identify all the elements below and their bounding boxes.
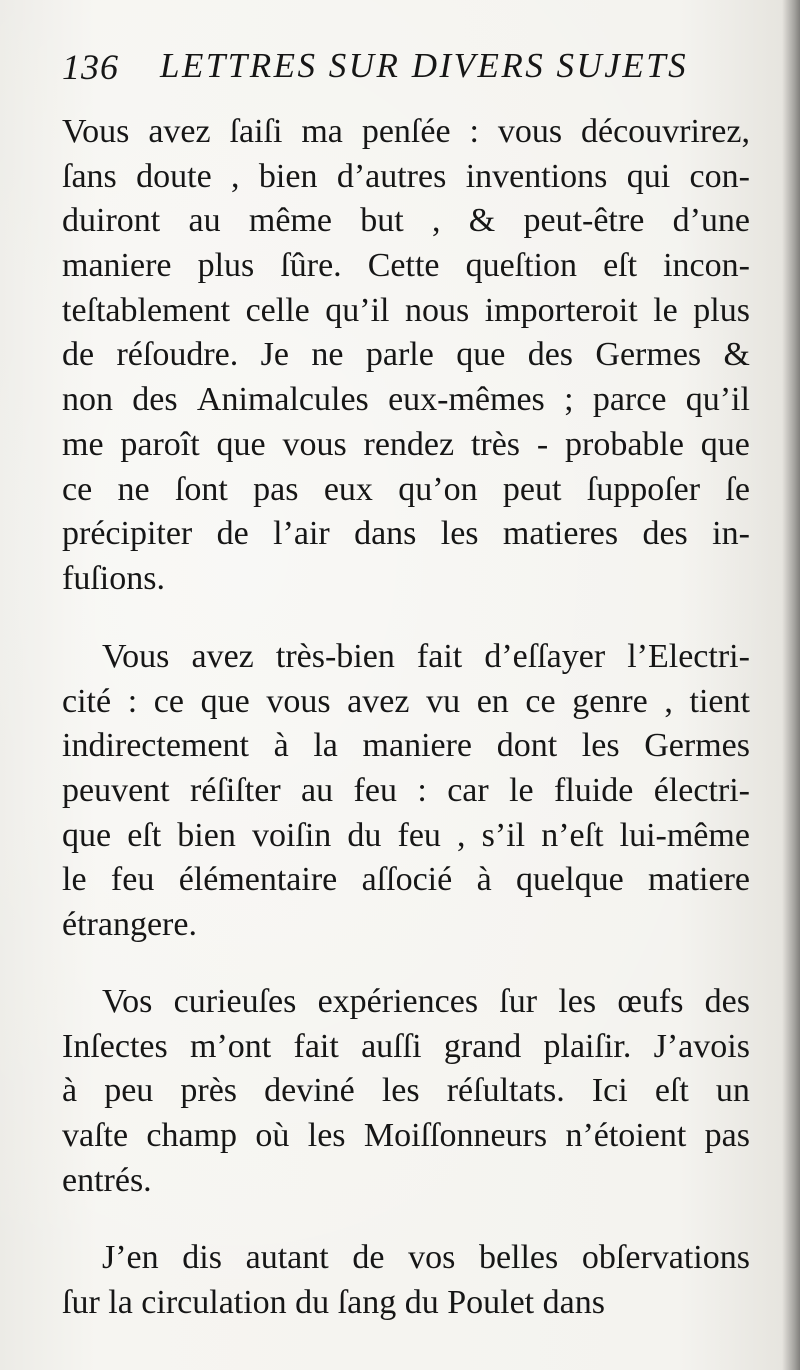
text-line: étrangere. [62, 906, 197, 944]
text-line: Inſectes m’ont fait auſſi grand plaiſir. J’avois [62, 1027, 750, 1065]
text-line: J’en dis autant de vos belles obſervations [102, 1239, 750, 1276]
page-number: 136 [62, 47, 119, 87]
text-line: entrés. [62, 1161, 152, 1199]
text-line: que eſt bien voiſin du feu , s’il n’eſt lui-même [62, 816, 750, 854]
text-line: peuvent réſiſter au feu : car le fluide électri- [62, 772, 750, 810]
text-line: indirectement à la maniere dont les Germes [62, 727, 750, 765]
text-line: le feu élémentaire aſſocié à quelque matiere [62, 861, 750, 899]
paragraph-2 [62, 635, 750, 948]
page-header [62, 46, 702, 94]
text-line: me paroît que vous rendez très - probable que [62, 425, 750, 463]
text-line: vaſte champ où les Moiſſonneurs n’étoient pas [62, 1117, 750, 1155]
paragraph-4 [62, 1236, 750, 1325]
text-line: à peu près deviné les réſultats. Ici eſt un [62, 1072, 750, 1110]
text-line: teſtablement celle qu’il nous importeroit le plus [62, 291, 750, 329]
text-line: ce ne ſont pas eux qu’on peut ſuppoſer ſe [62, 470, 750, 508]
text-line: fuſions. [62, 559, 165, 597]
running-head: LETTRES SUR DIVERS SUJETS [160, 46, 689, 85]
text-line: Vous avez très-bien fait d’eſſayer l’Electri- [102, 638, 750, 675]
text-line: Vos curieuſes expériences ſur les œufs des [102, 983, 750, 1020]
text-line: précipiter de l’air dans les matieres des in- [62, 515, 750, 553]
page-edge-shadow [782, 0, 800, 1370]
text-line: maniere plus ſûre. Cette queſtion eſt incon- [62, 247, 750, 285]
text-line: cité : ce que vous avez vu en ce genre , tient [62, 682, 750, 720]
text-line: duiront au même but , & peut-être d’une [62, 202, 750, 240]
text-line: Vous avez ſaiſi ma penſée : vous découvrirez, [62, 113, 750, 150]
text-line: de réſoudre. Je ne parle que des Germes & [62, 336, 750, 374]
paragraph-1 [62, 110, 750, 602]
paragraph-3 [62, 980, 750, 1203]
text-line: non des Animalcules eux-mêmes ; parce qu’il [62, 381, 750, 419]
text-line: ſur la circulation du ſang du Poulet dans [62, 1283, 605, 1321]
text-line: ſans doute , bien d’autres inventions qui con- [62, 157, 750, 195]
